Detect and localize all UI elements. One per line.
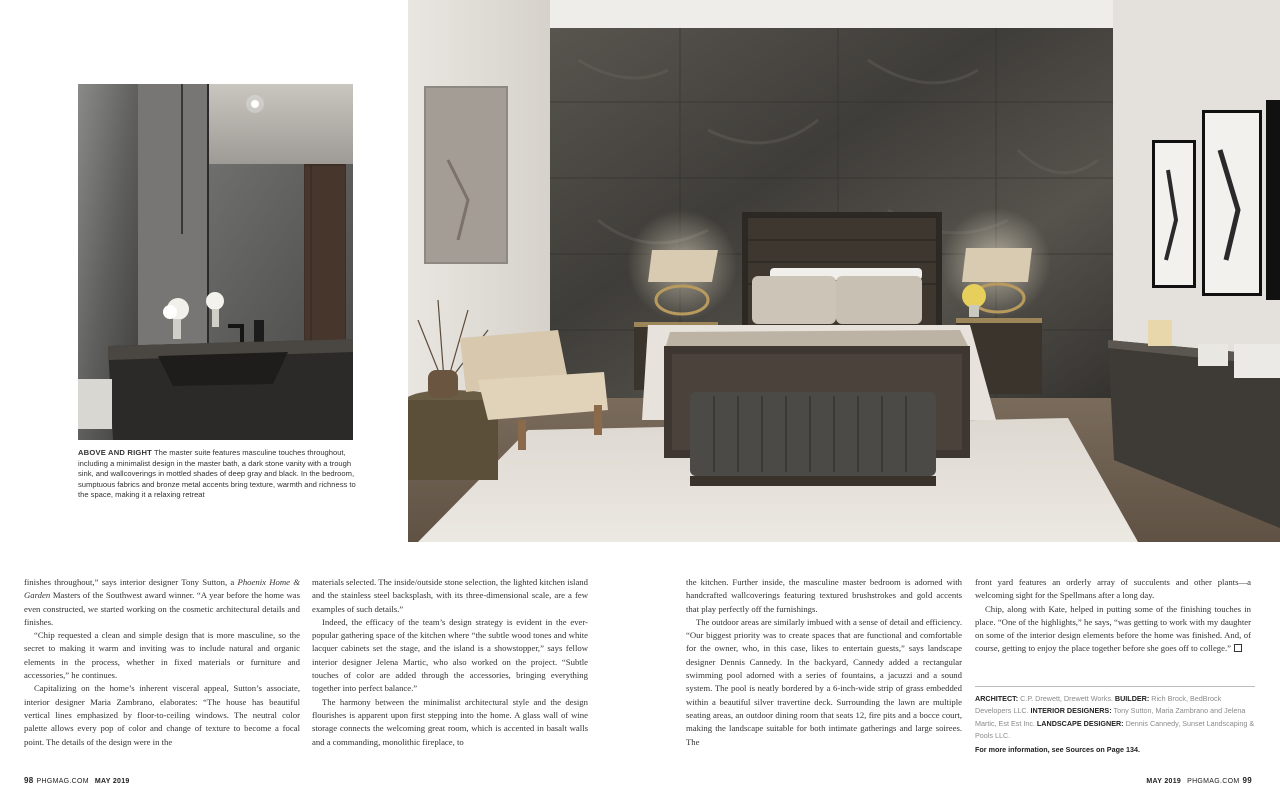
- article-column-4: [975, 576, 1251, 656]
- photo-caption: [78, 448, 358, 501]
- folio-right: [1146, 776, 1252, 785]
- page-number: 99: [1242, 776, 1252, 785]
- credit-name: Rich Brock, BedBrock Developers LLC.: [975, 694, 1222, 716]
- page-number: 98: [24, 776, 34, 785]
- paragraph: front yard features an orderly array of succulents and other plants—a welcoming sight for the Spellmans after a long day.: [975, 577, 1251, 601]
- credit-role: LANDSCAPE DESIGNER:: [1036, 718, 1124, 728]
- sources-note: For more information, see Sources on Page 134.: [975, 744, 1140, 754]
- issue-date: MAY 2019: [94, 778, 130, 785]
- credit-name: Tony Sutton, Maria Zambrano and Jelena Martic, Est Est Inc.: [975, 706, 1246, 728]
- credit-role: ARCHITECT:: [975, 694, 1019, 703]
- paragraph: Capitalizing on the home’s inherent visceral appeal, Sutton’s associate, interior designer Maria Zambrano, elaborates: “The house has beautiful vertical lines emphasized by floor-to-ceiling windows. The neutral color palette allows every pop of color and change of texture to become a focal point. The details of the design were in the: [24, 683, 300, 747]
- site-url: PHGMAG.COM: [36, 778, 89, 785]
- text-run: finishes throughout,” says interior designer Tony Sutton, a: [24, 577, 238, 587]
- folio-left: [24, 776, 130, 785]
- article-column-2: [312, 576, 588, 749]
- paragraph: “Chip requested a clean and simple design that is more masculine, so the secret to making it warm and inviting was to include natural and organic elements in the process, whether in fixed materials or furniture and accessories,” he continues.: [24, 630, 300, 681]
- credit-role: INTERIOR DESIGNERS:: [1030, 706, 1112, 716]
- issue-date: MAY 2019: [1146, 778, 1182, 785]
- magazine-name: Phoenix Home & Garden: [24, 577, 301, 601]
- end-of-article-icon: [1234, 644, 1242, 652]
- caption-text: The master suite features masculine touches throughout, including a minimalist design in the master bath, a dark stone vanity with a trough sink, and wallcoverings in mottled shades of deep gray and black. In the bedroom, sumptuous fabrics and bronze metal accents bring texture, warmth and richness to the space, making it a relaxing retreat: [78, 448, 356, 500]
- site-url: PHGMAG.COM: [1187, 778, 1240, 785]
- article-column-1: [24, 576, 300, 749]
- project-credits: [975, 686, 1255, 756]
- paragraph: materials selected. The inside/outside stone selection, the lighted kitchen island and the stainless steel backsplash, with its three-dimensional scale, are a few examples of such details.”: [312, 577, 588, 614]
- paragraph: [975, 603, 1251, 656]
- paragraph: the kitchen. Further inside, the masculine master bedroom is adorned with handcrafted wallcoverings featuring textured brushstrokes and gold accents that play perfectly off the furnishings.: [686, 577, 962, 614]
- paragraph: [24, 576, 300, 629]
- text-run: Chip, along with Kate, helped in putting some of the finishing touches in place. “One of the highlights,” he says, “was getting to work with my daughter on some of the interior design elements before the home was finished. And, of course, getting to enjoy the place together before she goes off to college.”: [975, 603, 1251, 654]
- paragraph: The outdoor areas are similarly imbued with a sense of detail and efficiency. “Our biggest priority was to create spaces that are functional and comfortable for the owner, who, in this case, likes to entertain guests,” says landscape designer Dennis Cannedy. In the backyard, Cannedy added a rectangular swimming pool adorned with a series of fountains, a jacuzzi and a sound system. The pool is neatly bordered by a 6-inch-wide strip of grass embedded within a beautiful silver travertine deck. Surrounding the lawn are multiple seating areas, an outdoor dining room that seats 12, fire pits and a bocce court, making the landscape suitable for both intimate gatherings and large soirees. The: [686, 616, 962, 747]
- paragraph: The harmony between the minimalist architectural style and the design flourishes is apparent upon first stepping into the home. A glass wall of wine storage connects the welcoming great room, which is accented in basalt walls and a commanding, monolithic fireplace, to: [312, 696, 588, 747]
- paragraph: Indeed, the efficacy of the team’s design strategy is evident in the ever-popular gathering space of the kitchen where “the subtle wood tones and white lacquer cabinets set the stage, and the island is a showstopper,” says fellow interior designer Jelena Martic, who also worked on the project. “Subtle touches of color are added through the accessories, bringing everything together into perfect balance.”: [312, 616, 588, 694]
- credit-role: BUILDER:: [1114, 694, 1150, 703]
- credit-name: C.P. Drewett, Drewett Works.: [1020, 694, 1113, 703]
- master-bedroom-photo: [408, 0, 1280, 542]
- text-run: Masters of the Southwest award winner. “A year before the home was even constructed, we started working on the cosmetic architectural details and finishes.: [24, 590, 300, 627]
- master-bath-photo: [78, 84, 353, 440]
- article-column-3: [686, 576, 962, 749]
- caption-label: ABOVE AND RIGHT: [78, 448, 153, 457]
- credit-name: Dennis Cannedy, Sunset Landscaping & Pools LLC.: [975, 718, 1255, 741]
